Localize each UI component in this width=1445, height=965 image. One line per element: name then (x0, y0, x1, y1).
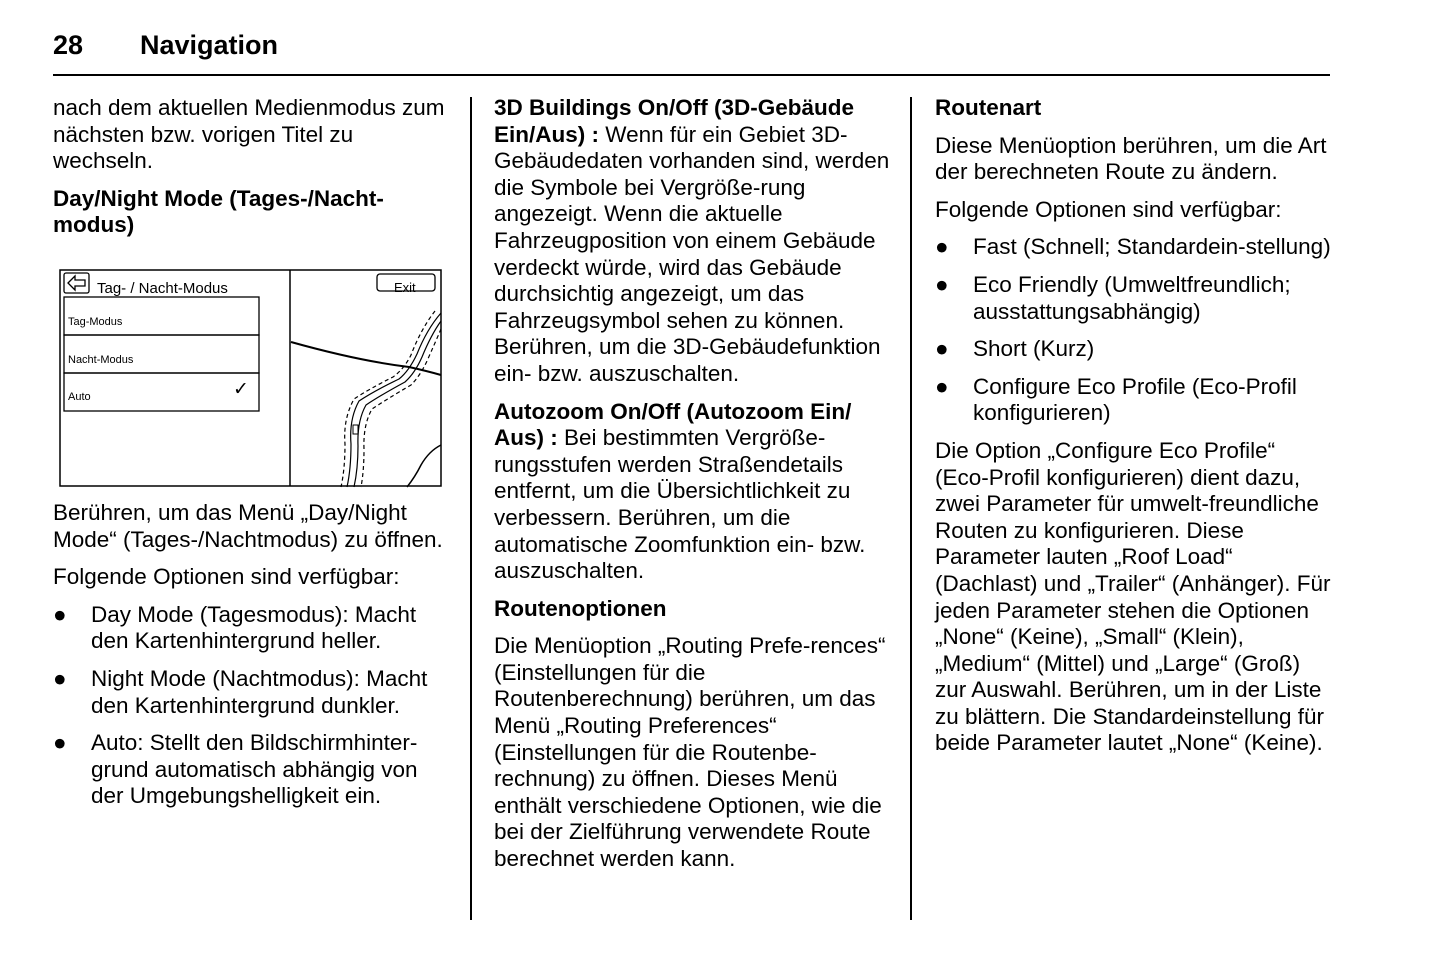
bullet-icon: ● (53, 601, 67, 627)
bullet-icon: ● (935, 271, 949, 297)
paragraph: Die Menüoption „Routing Prefe-rences“ (Einstellungen für die Routenberechnung) berühren, um das Menü „Routing Preferences“ (Einstellungen für die Routenbe-rechnung) zu öffnen. Dieses Menü enthält verschiedene Optionen, wie die bei der Zielführung verwendete Route berechnet werden kann. (494, 633, 886, 872)
term-autozoom: Autozoom On/Off (Autozoom Ein/ Aus) : (494, 398, 852, 451)
paragraph: Folgende Optionen sind verfügbar: (53, 564, 400, 590)
page-number: 28 (53, 30, 84, 60)
bullet-icon: ● (53, 730, 67, 756)
column-divider (910, 97, 912, 920)
bullet-icon: ● (935, 373, 949, 399)
column-middle (494, 95, 894, 884)
column-divider (470, 97, 472, 920)
option-auto: Auto (68, 390, 91, 403)
column-right (935, 95, 1335, 768)
paragraph: Folgende Optionen sind verfügbar: (935, 196, 1282, 222)
option-tag-modus: Tag-Modus (68, 315, 123, 328)
options-list (53, 602, 453, 810)
desc-autozoom: Bei bestimmten Vergröße-rungsstufen werden Straßendetails entfernt, um die Übersichtlichkeit zu verbessern. Berühren, um die automatische Zoomfunktion ein- bzw. auszuschalten. (494, 425, 866, 584)
exit-label: Exit (394, 279, 416, 295)
page-header (53, 28, 1330, 76)
list-item (53, 602, 453, 655)
option-nacht-modus: Nacht-Modus (68, 353, 134, 366)
list-item (935, 234, 1335, 261)
paragraph: Berühren, um das Menü „Day/Night Mode“ (Tages-/Nachtmodus) zu öffnen. (53, 499, 443, 552)
list-item-text: Auto: Stellt den Bildschirmhinter-grund automatisch abhängig von der Umgebungshelligkeit ein. (91, 730, 418, 809)
paragraph-3d-buildings (494, 95, 894, 388)
list-item (935, 336, 1335, 363)
paragraph: Diese Menüoption berühren, um die Art der berechneten Route zu ändern. (935, 132, 1327, 185)
paragraph: Die Option „Configure Eco Profile“ (Eco-Profil konfigurieren) dient dazu, zwei Parameter für umwelt-freundliche Routen zu konfigurieren. Diese Parameter lauten „Roof Load“ (Dachlast) und „Trailer“ (Anhänger). Für jeden Parameter stehen die Optionen „None“ (Keine), „Small“ (Klein), „Medium“ (Mittel) und „Large“ (Groß) zur Auswahl. Berühren, um in der Liste zu blättern. Die Standardeinstellung für beide Parameter lautet „None“ (Keine). (935, 437, 1331, 756)
section-heading-routenart: Routenart (935, 95, 1042, 120)
screen-title: Tag- / Nacht-Modus (97, 279, 228, 297)
day-night-screen-figure (59, 269, 448, 489)
list-item (935, 272, 1335, 325)
bullet-icon: ● (935, 336, 949, 362)
list-item-text: Short (Kurz) (973, 336, 1095, 362)
list-item-text: Night Mode (Nachtmodus): Macht den Kartenhintergrund dunkler. (91, 665, 428, 718)
section-heading-routenoptionen: Routenoptionen (494, 595, 667, 621)
intro-paragraph: nach dem aktuellen Medienmodus zum nächsten bzw. vorigen Titel zu wechseln. (53, 95, 445, 174)
term-3d-buildings: 3D Buildings On/Off (3D-Gebäude Ein/Aus) : (494, 95, 855, 147)
list-item-text: Fast (Schnell; Standardein-stellung) (973, 234, 1331, 260)
list-item-text: Day Mode (Tagesmodus): Macht den Kartenhintergrund heller. (91, 601, 417, 654)
section-heading-day-night: Day/Night Mode (Tages-/Nacht-modus) (53, 185, 384, 238)
bullet-icon: ● (53, 665, 67, 691)
checkmark-icon: ✓ (233, 377, 249, 400)
list-item-text: Configure Eco Profile (Eco-Profil konfigurieren) (973, 373, 1297, 426)
column-left (53, 95, 453, 821)
list-item (935, 374, 1335, 427)
list-item-text: Eco Friendly (Umweltfreundlich; ausstattungsabhängig) (973, 271, 1291, 324)
bullet-icon: ● (935, 234, 949, 260)
route-options-list (935, 234, 1335, 427)
list-item (53, 730, 453, 810)
paragraph-autozoom (494, 399, 894, 585)
list-item (53, 666, 453, 719)
page-title: Navigation (140, 30, 279, 60)
desc-3d-buildings: Wenn für ein Gebiet 3D-Gebäudedaten vorhanden sind, werden die Symbole bei Vergröße-rung angezeigt. Wenn die aktuelle Fahrzeugposition von einem Gebäude verdeckt würde, wird das Gebäude durchsichtig angezeigt, um das Fahrzeugsymbol sehen zu können. Berühren, um die 3D-Gebäudefunktion ein- bzw. auszuschalten. (494, 121, 890, 386)
